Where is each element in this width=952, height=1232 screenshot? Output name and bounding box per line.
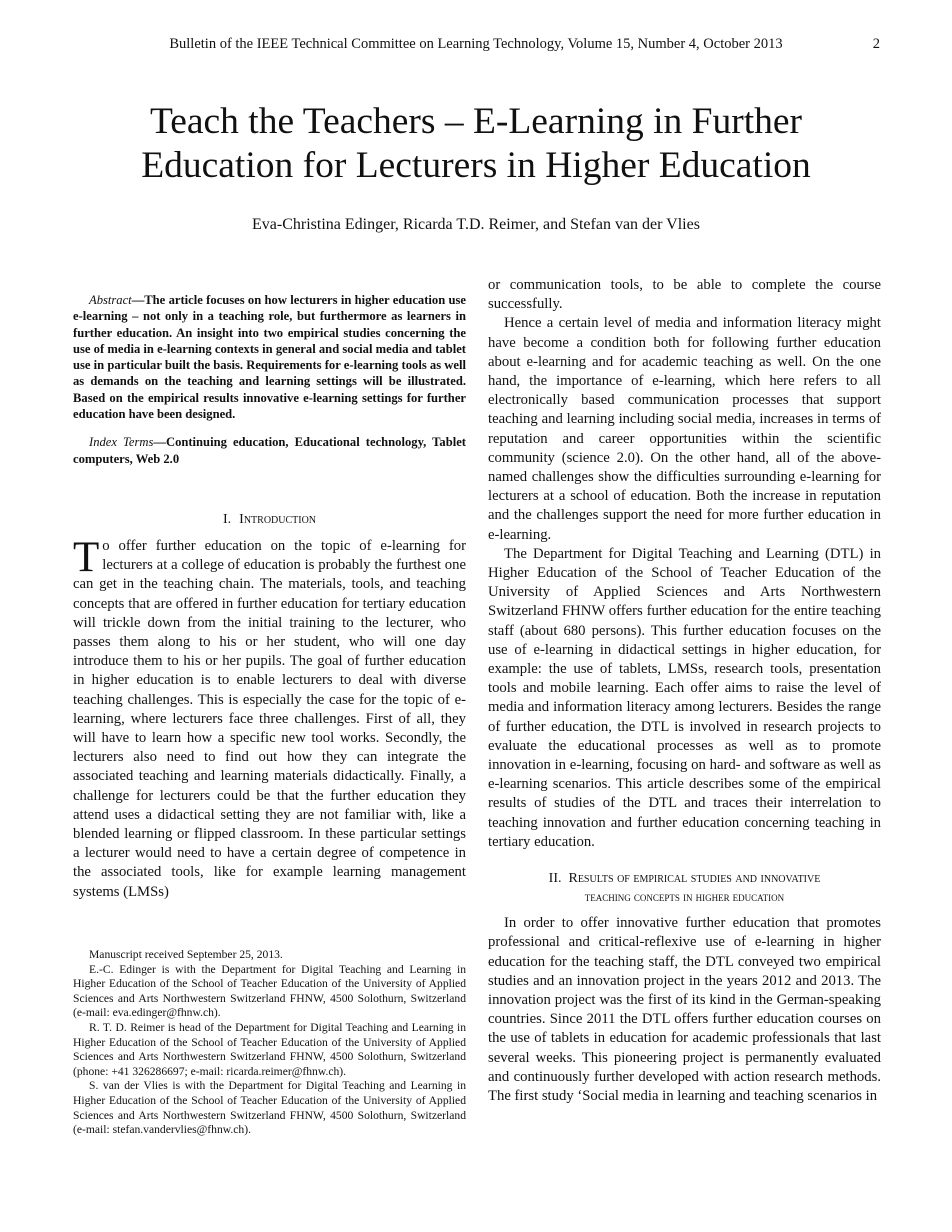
continuation-paragraph: or communication tools, to be able to complete the course successfully. (488, 277, 881, 313)
section-heading-introduction (73, 511, 466, 529)
section2-number: II. (548, 871, 562, 887)
paper-title (72, 100, 880, 188)
footnote-reimer: R. T. D. Reimer is head of the Department for Digital Teaching and Learning in Higher Education of the School of Teacher Education of the University of Applied Sciences and Arts Northwestern Switzerland FHNW, 4500 Solothurn, Switzerland (phone: +41 326286697; e-mail: ricarda.reimer@fhnw.ch). (73, 1020, 466, 1078)
right-column (488, 276, 881, 1106)
author-list: Eva-Christina Edinger, Ricarda T.D. Reimer, and Stefan van der Vlies (252, 216, 700, 233)
section-number: I. (222, 511, 232, 527)
abstract (73, 292, 466, 422)
title-line-2: Education for Lecturers in Higher Education (141, 145, 811, 186)
footnotes (73, 948, 466, 1138)
page-number: 2 (872, 36, 880, 52)
body-paragraph-4: In order to offer innovative further education that promotes professional and critical-reflexive use of e-learning in higher education for the teaching staff, the DTL conveyed two empirical studies and an innovation project in the years 2012 and 2013. The innovation project was the first of its kind in the German-speaking countries. Since 2011 the DTL offers further education courses on the use of tablets in education for academic professionals that last several weeks. This pioneering project is permanently evaluated and continuously further developed with action research methods. The first study ‘Social media in learning and teaching scenarios in (488, 915, 881, 1104)
title-line-1: Teach the Teachers – E-Learning in Further (149, 101, 803, 142)
intro-paragraph (73, 533, 466, 902)
footnote-edinger: E.-C. Edinger is with the Department for Digital Teaching and Learning in Higher Education of the School of Teacher Education of the University of Applied Sciences and Arts Northwestern Switzerland FHNW, 4500 Solothurn, Switzerland (e-mail: eva.edinger@fhnw.ch). (73, 962, 466, 1020)
section-title-rest: ntroduction (243, 511, 317, 527)
section2-title-line1: esults of empirical studies and innovative (577, 871, 821, 887)
section2-title-line2: teaching concepts in higher education (584, 890, 785, 905)
index-terms-lead: Index Terms (89, 435, 154, 450)
index-terms (73, 434, 466, 467)
journal-header: Bulletin of the IEEE Technical Committee on Learning Technology, Volume 15, Number 4, October 2013 (169, 36, 783, 52)
intro-paragraph-text: o offer further education on the topic of e-learning for lecturers at a college of education is probably the furthest one can get in the teaching chain. The materials, tools, and teaching concepts that are offered in further education for tertiary education will trickle down from the initial training to the lecturer, who passes them along to his or her student, who will one day introduce them to his or her pupils. The goal of further education in higher education is to enable lecturers to deal with diverse teaching challenges. This is especially the case for the topic of e-learning, where lecturers face three challenges. First of all, they will have to learn how a specific new tool works. Secondly, the lecturers also need to find out how they can integrate the associated teaching and learning materials didactically. Finally, a challenge for lecturers could be that the further education they attend uses a didactical setting they are not familiar with, like a blended learning or flipped classroom. In these particular settings a lecturer would need to have a certain degree of competence in the associated tools, like for example learning management systems (LMSs) (73, 537, 466, 900)
abstract-text: —The article focuses on how lecturers in higher education use e-learning – not only in a teaching role, but furthermore as learners in further education. An insight into two empirical studies concerning the use of media in e-learning contexts in general and social media and tablet use in particular built the basis. Requirements for e-learning tools as well as demands on the teaching and learning settings will be illustrated. Based on the empirical results innovative e-learning settings for further education have been designed. (73, 293, 466, 422)
running-header (0, 36, 952, 56)
body-paragraph-3: The Department for Digital Teaching and Learning (DTL) in Higher Education of the School of Teacher Education of the University of Applied Sciences and Arts Northwestern Switzerland FHNW offers further education for the entire teaching staff (about 680 persons). This further education focuses on the use of e-learning in didactical settings in higher education, for example: the use of tablets, LMSs, research tools, presentation tools and mobile learning. Each offer aims to raise the level of media and information literacy among lecturers. Besides the range of further education, the DTL is involved in research projects to evaluate the educational processes as well as to promote innovation in e-learning, focusing on hard- and software as well as e-learning scenarios. This article describes some of the empirical results of studies of the DTL and traces their interrelation to teaching innovation and further education concerning teaching in tertiary education. (488, 545, 881, 850)
left-column (73, 292, 466, 902)
section-title-initial: I (239, 511, 244, 527)
body-paragraph-2: Hence a certain level of media and information literacy might have become a condition both for following further education about e-learning and for academic teaching as well. On the one hand, the importance of e-learning, which here refers to all electronically based communication processes that support teaching and learning including social media, increases in terms of reputation and career opportunities within the scientific community (science 2.0). On the other hand, all of the above-named challenges show the difficulties surrounding e-learning for lecturers at a school of education. Both the increase in reputation and the challenges support the need for more further education in e-learning. (488, 315, 881, 543)
footnote-received: Manuscript received September 25, 2013. (89, 948, 283, 961)
section-heading-results (488, 870, 881, 906)
section2-title-initial: R (568, 871, 578, 887)
drop-cap: T (73, 533, 100, 581)
index-terms-text: —Continuing education, Educational technology, Tablet computers, Web 2.0 (73, 435, 466, 466)
abstract-lead: Abstract (89, 293, 132, 307)
footnote-vlies: S. van der Vlies is with the Department for Digital Teaching and Learning in Higher Education of the School of Teacher Education of the University of Applied Sciences and Arts Northwestern Switzerland FHNW, 4500 Solothurn, Switzerland (e-mail: stefan.vandervlies@fhnw.ch). (73, 1079, 466, 1137)
